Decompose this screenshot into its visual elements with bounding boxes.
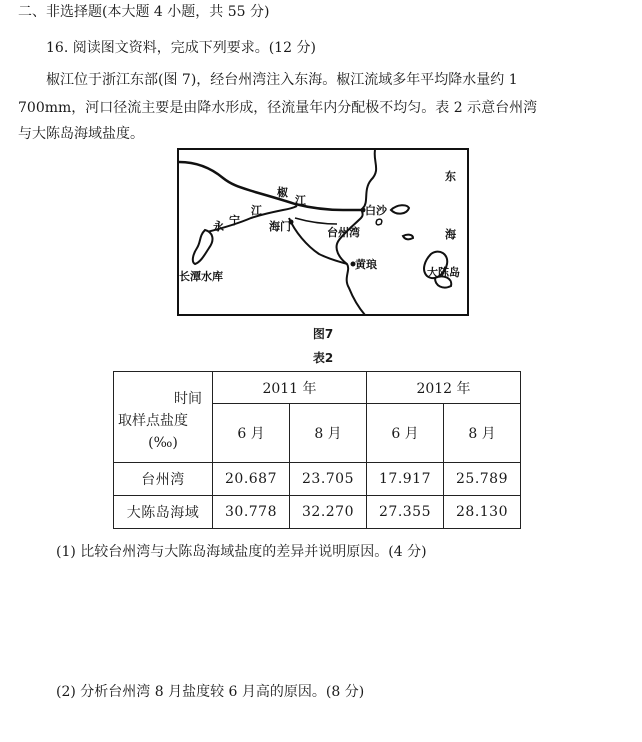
- figure-caption: 图7: [312, 327, 334, 341]
- table-row: [114, 463, 521, 496]
- section-heading: 二、非选择题(本大题 4 小题，共 55 分): [18, 4, 270, 20]
- table-cell: 23.705: [290, 463, 367, 496]
- table-cell: 25.789: [444, 463, 521, 496]
- month-header: 6 月: [213, 404, 290, 463]
- label-dachendao: 大陈岛: [427, 266, 460, 279]
- header-label-1: 取样点盐度: [118, 413, 188, 429]
- label-taizhouwan: 台州湾: [327, 226, 360, 239]
- table-cell: 27.355: [367, 496, 444, 529]
- label-hai: 海: [445, 228, 456, 241]
- label-yong: 永: [213, 220, 224, 233]
- table-cell: 17.917: [367, 463, 444, 496]
- label-baisha: 白沙: [365, 204, 387, 217]
- table-caption: 表2: [312, 351, 334, 365]
- table-cell: 28.130: [444, 496, 521, 529]
- month-header: 8 月: [444, 404, 521, 463]
- question-intro-line-2: 700mm，河口径流主要是由降水形成，径流量年内分配极不均匀。表 2 示意台州湾: [18, 100, 538, 116]
- sub-question-2: (2) 分析台州湾 8 月盐度较 6 月高的原因。(8 分): [56, 684, 365, 700]
- label-huanglang: 黄琅: [355, 258, 377, 271]
- table-stub-header: [114, 372, 213, 463]
- row-label: 大陈岛海域: [114, 496, 213, 529]
- table-cell: 30.778: [213, 496, 290, 529]
- table-row: [114, 496, 521, 529]
- table-cell: 32.270: [290, 496, 367, 529]
- label-ning: 宁: [229, 214, 240, 227]
- header-label-2: (‰): [148, 435, 178, 451]
- question-heading: 16. 阅读图文资料，完成下列要求。(12 分): [46, 40, 316, 56]
- question-intro-line-3: 与大陈岛海域盐度。: [18, 126, 144, 142]
- sub-question-1: (1) 比较台州湾与大陈岛海域盐度的差异并说明原因。(4 分): [56, 544, 427, 560]
- header-time: 时间: [174, 391, 202, 407]
- island-2: [403, 235, 413, 240]
- label-jiang-top: 江: [295, 194, 306, 207]
- year-header: 2012 年: [367, 372, 521, 404]
- jiaojiang-map: [177, 148, 469, 316]
- salinity-table: [113, 371, 521, 529]
- label-haimen: 海门: [269, 220, 291, 233]
- label-jiao: 椒: [277, 186, 288, 199]
- label-changtan: 长潭水库: [179, 270, 223, 283]
- table-cell: 20.687: [213, 463, 290, 496]
- row-label: 台州湾: [114, 463, 213, 496]
- month-header: 8 月: [290, 404, 367, 463]
- label-dong: 东: [445, 170, 456, 183]
- label-jiang-mid: 江: [251, 204, 262, 217]
- island-3: [376, 219, 382, 225]
- year-header: 2011 年: [213, 372, 367, 404]
- month-header: 6 月: [367, 404, 444, 463]
- question-intro-line-1: 椒江位于浙江东部(图 7)，经台州湾注入东海。椒江流域多年平均降水量约 1: [46, 72, 518, 88]
